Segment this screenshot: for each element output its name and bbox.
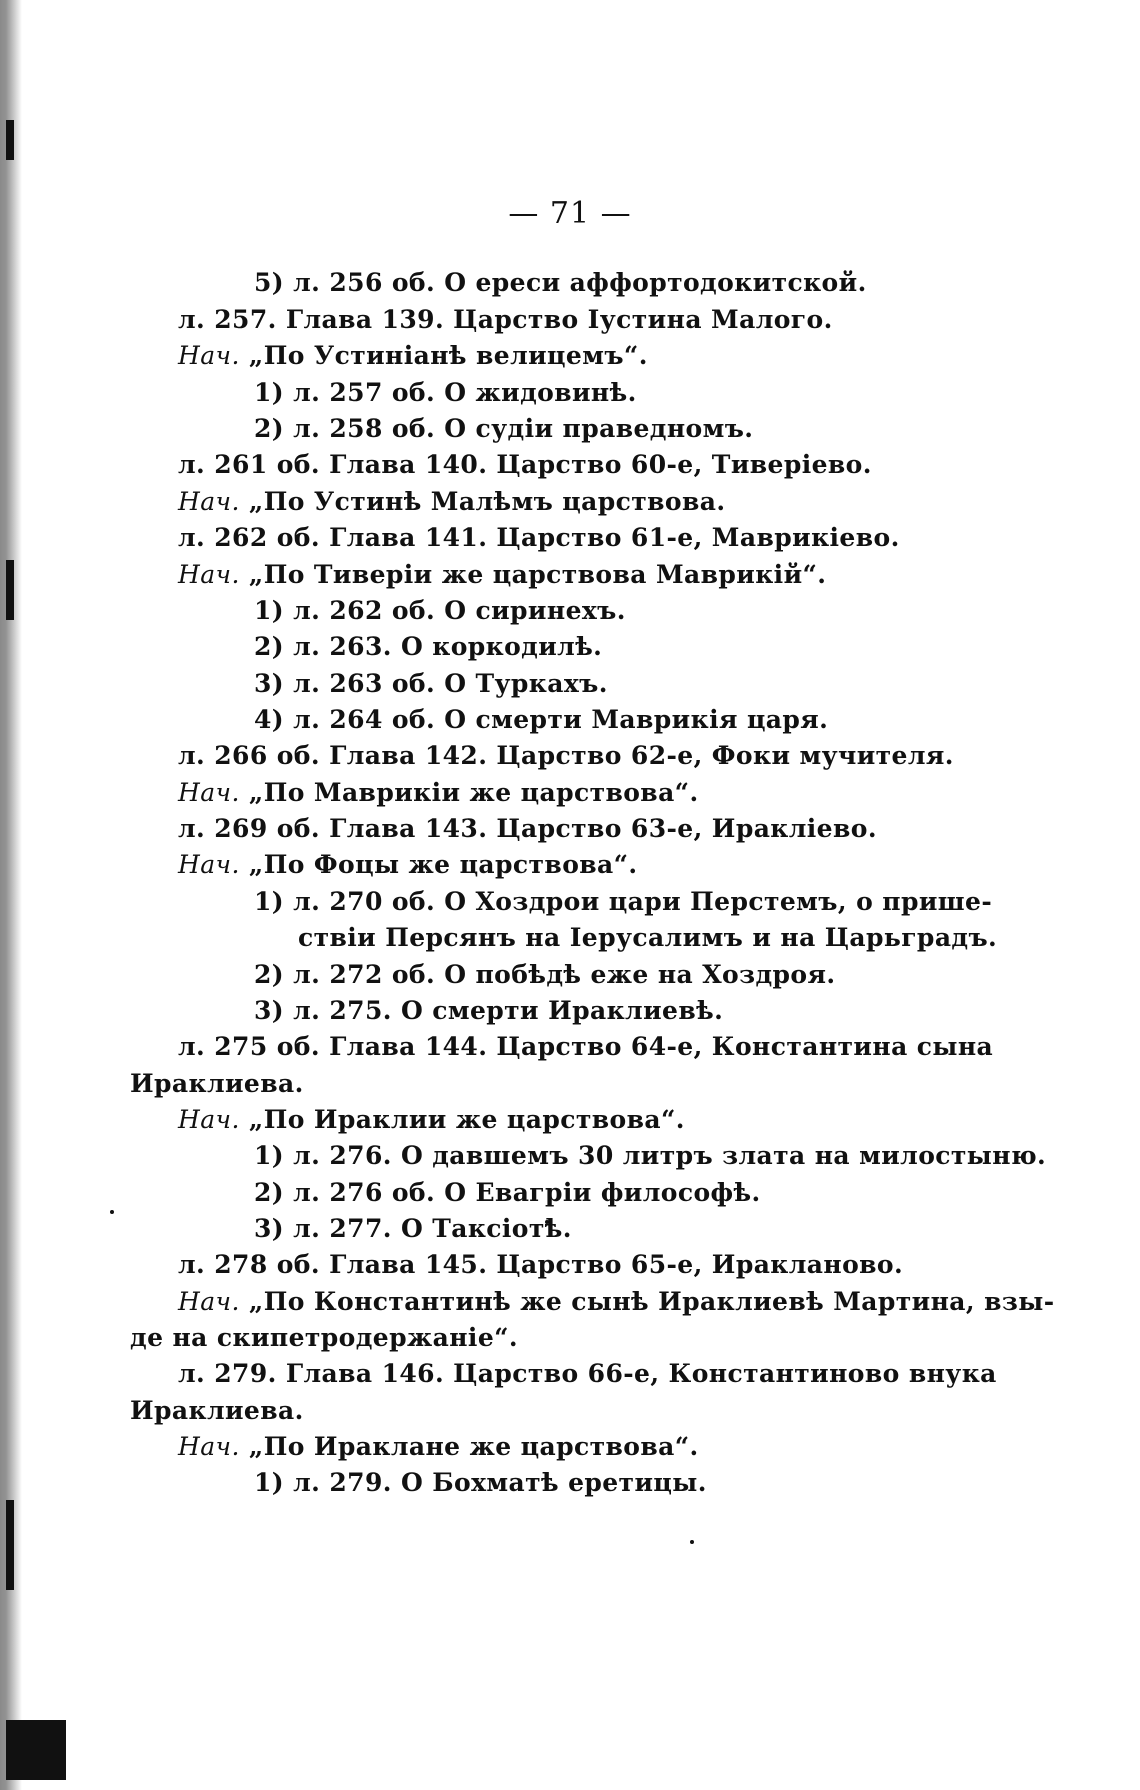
page-number: — 71 — xyxy=(508,196,632,231)
incipit-label: Нач. xyxy=(178,560,240,589)
text-line: 2) л. 258 об. О судіи праведномъ. xyxy=(254,414,754,443)
incipit-text: „По Фоцы же царствова“. xyxy=(239,850,638,879)
text-line: де на скипетродержаніе“. xyxy=(130,1323,519,1352)
text-line: л. 278 об. Глава 145. Царство 65-е, Иракланово. xyxy=(178,1250,904,1279)
text-line: 3) л. 275. О смерти Ираклиевѣ. xyxy=(254,996,724,1025)
text-line: 2) л. 276 об. О Евагріи философѣ. xyxy=(254,1178,761,1207)
text-line: л. 279. Глава 146. Царство 66-е, Константиново внука xyxy=(178,1359,997,1388)
text-line: 1) л. 270 об. О Хоздрои цари Перстемъ, о прише- xyxy=(254,887,993,916)
incipit-text: „По Маврикіи же царствова“. xyxy=(239,778,699,807)
scan-edge-mark xyxy=(6,1500,14,1590)
text-line: ствіи Персянъ на Іерусалимъ и на Царьградъ. xyxy=(298,923,998,952)
incipit-label: Нач. xyxy=(178,778,240,807)
text-line xyxy=(178,1105,685,1135)
text-line: л. 257. Глава 139. Царство Іустина Малого. xyxy=(178,305,833,334)
text-line: 1) л. 257 об. О жидовинѣ. xyxy=(254,378,637,407)
text-line: Ираклиева. xyxy=(130,1069,304,1098)
text-line: л. 261 об. Глава 140. Царство 60-е, Тиверіево. xyxy=(178,450,872,479)
text-line: л. 266 об. Глава 142. Царство 62-е, Фоки мучителя. xyxy=(178,741,954,770)
text-line: 1) л. 279. О Бохматѣ еретицы. xyxy=(254,1468,707,1497)
text-line: л. 262 об. Глава 141. Царство 61-е, Маврикіево. xyxy=(178,523,900,552)
text-line: 1) л. 276. О давшемъ 30 литръ злата на милостыню. xyxy=(254,1141,1047,1170)
incipit-text: „По Константинѣ же сынѣ Ираклиевѣ Мартина, взы- xyxy=(239,1287,1055,1316)
incipit-label: Нач. xyxy=(178,1432,240,1461)
text-line xyxy=(178,778,699,808)
incipit-text: „По Устинѣ Малѣмъ царствова. xyxy=(239,487,726,516)
text-line: л. 275 об. Глава 144. Царство 64-е, Константина сына xyxy=(178,1032,994,1061)
incipit-label: Нач. xyxy=(178,341,240,370)
text-line xyxy=(178,560,826,590)
scan-edge-mark xyxy=(6,120,14,160)
text-line: 4) л. 264 об. О смерти Маврикія царя. xyxy=(254,705,829,734)
ink-speck xyxy=(690,1540,694,1544)
text-line: 2) л. 263. О коркодилѣ. xyxy=(254,632,603,661)
text-line: л. 269 об. Глава 143. Царство 63-е, Иракліево. xyxy=(178,814,877,843)
scan-edge-mark xyxy=(6,560,14,620)
ink-speck xyxy=(110,1210,114,1214)
text-line: 1) л. 262 об. О сиринехъ. xyxy=(254,596,626,625)
incipit-label: Нач. xyxy=(178,487,240,516)
incipit-text: „По Тиверіи же царствова Маврикій“. xyxy=(239,560,827,589)
incipit-text: „По Устиніанѣ велицемъ“. xyxy=(239,341,648,370)
incipit-text: „По Ираклии же царствова“. xyxy=(239,1105,685,1134)
text-line: 2) л. 272 об. О побѣдѣ еже на Хоздроя. xyxy=(254,960,836,989)
incipit-label: Нач. xyxy=(178,1287,240,1316)
text-line xyxy=(178,487,725,517)
text-line: 3) л. 263 об. О Туркахъ. xyxy=(254,669,608,698)
text-line xyxy=(178,1432,699,1462)
text-line xyxy=(178,850,638,880)
text-line: 3) л. 277. О Таксіотѣ. xyxy=(254,1214,572,1243)
incipit-label: Нач. xyxy=(178,850,240,879)
text-line xyxy=(178,341,648,371)
text-line xyxy=(178,1287,1054,1317)
incipit-label: Нач. xyxy=(178,1105,240,1134)
scan-edge-mark xyxy=(6,1720,66,1780)
incipit-text: „По Ираклане же царствова“. xyxy=(239,1432,699,1461)
text-line: Ираклиева. xyxy=(130,1396,304,1425)
text-line: 5) л. 256 об. О ереси аффортодокитской. xyxy=(254,268,867,297)
